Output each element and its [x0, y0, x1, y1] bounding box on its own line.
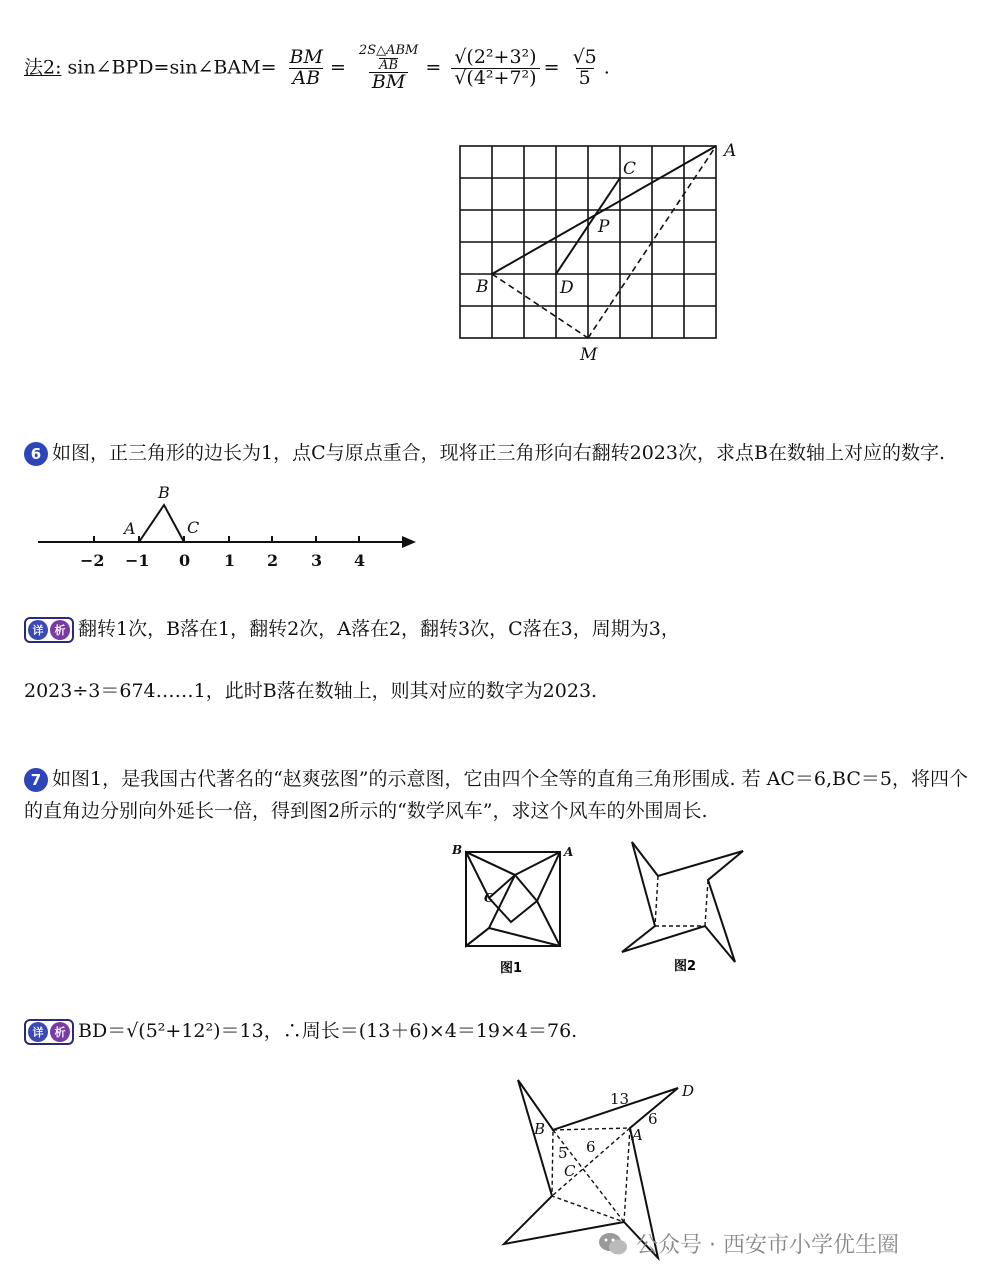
method2-lhs2: sin∠BAM	[169, 56, 261, 79]
q7-text-line2: 的直角边分别向外延长一倍，得到图2所示的“数学风车”，求这个风车的外围周长.	[24, 800, 708, 822]
tick-neg2: −2	[80, 551, 105, 570]
answer-badge: 详 析	[24, 617, 74, 643]
watermark	[598, 1228, 899, 1259]
fraction-sqrt: $\frac{\text{√(2²+3²)}}{\text{√(4²+7²)}}$	[451, 48, 539, 89]
fraction-area: 2S△ABM AB BM	[358, 43, 419, 94]
method2-label: 法2:	[24, 56, 62, 79]
wechat-icon	[598, 1231, 628, 1257]
tick-4: 4	[354, 551, 366, 570]
method2-lhs1: sin∠BPD	[67, 56, 154, 79]
tick-1: 1	[224, 551, 236, 570]
fig1-label-c: C	[484, 891, 494, 905]
label-d: D	[560, 278, 574, 298]
fig1-label-a: A	[564, 845, 574, 859]
final-num-13: 13	[610, 1090, 630, 1108]
fraction-result: $\frac{√5}{5}$	[572, 46, 597, 90]
answer-badge: 详 析	[24, 1019, 74, 1045]
q7-number-badge: 7	[24, 768, 48, 792]
fig1-caption: 图1	[500, 961, 523, 976]
fig1-label-b: B	[452, 843, 463, 857]
method2-line: 法2: sin∠BPD=sin∠BAM= $\frac{BM}{AB}$ = 2S△ABM AB BM = $\frac{\text{√(2²+3²)}}{\text{√(4²+7²)}}$ = $\frac{√5}{5}$ .	[24, 43, 610, 94]
q6-text: 6 如图，正三角形的边长为1，点C与原点重合，现将正三角形向右翻转2023次，求点B在数轴上对应的数字.	[24, 438, 945, 466]
fig2-caption: 图2	[674, 959, 697, 974]
label-b: B	[158, 483, 170, 502]
tick-0: 0	[179, 551, 191, 570]
tick-2: 2	[267, 551, 279, 570]
final-num-5: 5	[558, 1144, 568, 1162]
final-num-6b: 6	[586, 1138, 596, 1156]
q7-answer: 详 析 BD＝√(5²+12²)＝13，∴周长＝(13＋6)×4＝19×4＝76.	[24, 1016, 577, 1045]
watermark-text: 公众号 · 西安市小学优生圈	[636, 1233, 899, 1258]
label-a: A	[724, 141, 737, 161]
tick-3: 3	[311, 551, 323, 570]
label-p: P	[598, 217, 610, 237]
label-c: C	[187, 518, 200, 537]
label-a: A	[124, 519, 136, 538]
q6-number-badge: 6	[24, 442, 48, 466]
tick-neg1: −1	[125, 551, 150, 570]
label-m: M	[580, 345, 598, 365]
grid-lines	[460, 146, 716, 338]
q6-answer-line1: 详 析 翻转1次，B落在1，翻转2次，A落在2，翻转3次，C落在3，周期为3，	[24, 614, 680, 643]
final-label-a: A	[632, 1126, 643, 1144]
fraction-bm-ab: $\frac{BM}{AB}$	[289, 46, 323, 90]
triangle-abc	[139, 505, 184, 542]
final-label-c: C	[564, 1162, 576, 1180]
final-label-d: D	[682, 1082, 695, 1100]
final-num-6a: 6	[648, 1110, 658, 1128]
final-label-b: B	[534, 1120, 546, 1138]
arrow-head-icon	[402, 536, 416, 548]
number-line-figure	[30, 478, 430, 578]
label-b: B	[476, 277, 489, 297]
q7-text-line1: 7 如图1，是我国古代著名的“赵爽弦图”的示意图，它由四个全等的直角三角形围成. 若 AC＝6,BC＝5，将四个	[24, 764, 974, 792]
label-c: C	[623, 159, 637, 179]
q6-answer-line2: 2023÷3＝674……1，此时B落在数轴上，则其对应的数字为2023.	[24, 680, 598, 702]
figure2-windmill	[610, 832, 760, 978]
grid-figure	[440, 138, 760, 370]
figure1-zhao-shuang	[448, 838, 578, 978]
